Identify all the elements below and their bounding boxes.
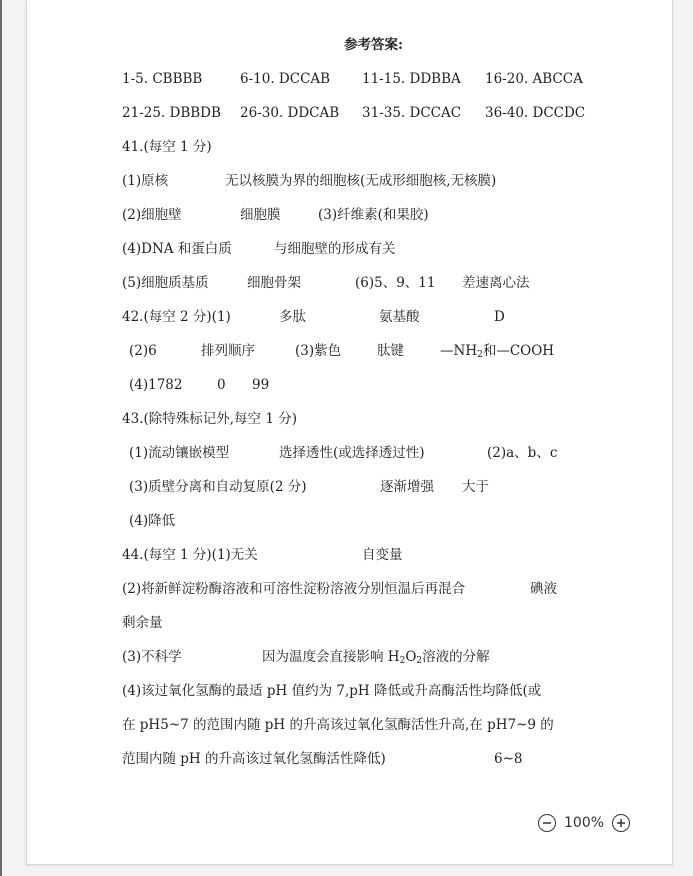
answer-text: 细胞骨架	[247, 275, 301, 291]
q43-line-1	[122, 444, 642, 462]
answer-group: 21-25. DBBDB	[122, 105, 221, 121]
answer-text: (1)流动镶嵌模型	[129, 445, 230, 461]
document-page	[26, 0, 673, 865]
answer-text: (4)DNA 和蛋白质	[122, 241, 232, 257]
answer-text: (2)细胞壁	[122, 207, 182, 223]
answer-text: 无以核膜为界的细胞核(无成形细胞核,无核膜)	[225, 173, 497, 189]
q42-line-2	[122, 342, 642, 360]
answer-text: 与细胞壁的形成有关	[274, 241, 396, 257]
answer-text: 碘液	[530, 581, 557, 597]
answer-text: 范围内随 pH 的升高该过氧化氢酶活性降低)	[122, 751, 386, 767]
answer-text: D	[494, 309, 505, 325]
subscript: 2	[477, 350, 483, 360]
q41-line-4	[122, 274, 642, 292]
answer-text: 肽键	[377, 343, 404, 359]
answer-text: 大于	[462, 479, 489, 495]
q41-line-2	[122, 206, 642, 224]
q41-line-1	[122, 172, 642, 190]
zoom-level: 100%	[564, 815, 605, 831]
q43-header: 43.(除特殊标记外,每空 1 分)	[122, 411, 297, 427]
subscript: 2	[399, 656, 406, 666]
answer-text: —NH	[440, 343, 478, 359]
answer-text: 99	[252, 377, 270, 393]
zoom-in-icon[interactable]	[612, 814, 630, 832]
answer-group: 6-10. DCCAB	[240, 71, 331, 87]
q44-header: 44.(每空 1 分)(1)无关	[122, 547, 258, 563]
answer-text: 差速离心法	[462, 275, 530, 291]
answer-text: (2)a、b、c	[487, 445, 558, 461]
answers-row-2	[122, 104, 642, 122]
answer-group: 26-30. DDCAB	[240, 105, 340, 121]
answer-text: 排列顺序	[201, 343, 255, 359]
h2o2-sentence	[262, 648, 490, 670]
answer-text: 氨基酸	[379, 309, 420, 325]
answer-text: (3)紫色	[295, 343, 342, 359]
q43-line-3: (4)降低	[129, 513, 176, 529]
answer-text: 和—COOH	[482, 343, 555, 359]
answer-text: (5)细胞质基质	[122, 275, 209, 291]
answer-text: 0	[217, 377, 226, 393]
q42-header-line	[122, 308, 642, 326]
answer-group: 1-5. CBBBB	[122, 71, 203, 87]
page-title: 参考答案:	[344, 37, 403, 53]
zoom-control	[538, 810, 630, 836]
q44-line-6: 在 pH5~7 的范围内随 pH 的升高该过氧化氢酶活性升高,在 pH7~9 的	[122, 717, 554, 733]
answer-text: 因为温度会直接影响 H	[262, 649, 400, 665]
answer-text: 逐渐增强	[380, 479, 434, 495]
answer-group: 11-15. DDBBA	[362, 71, 461, 87]
answer-group: 16-20. ABCCA	[485, 71, 583, 87]
answer-text: (3)不科学	[122, 649, 182, 665]
answer-text: (3)质壁分离和自动复原(2 分)	[129, 479, 307, 495]
answer-text: 自变量	[362, 547, 403, 563]
answers-row-1	[122, 70, 642, 88]
q44-line-7	[122, 750, 642, 768]
subscript: 2	[416, 656, 423, 666]
plus-icon	[616, 818, 626, 828]
window-left-edge	[0, 0, 2, 876]
q43-line-2	[122, 478, 642, 496]
answer-group: 31-35. DCCAC	[362, 105, 462, 121]
q41-line-3	[122, 240, 642, 258]
minus-icon	[542, 818, 552, 828]
amino-carboxyl-groups	[440, 342, 554, 364]
q44-line-5: (4)该过氧化氢酶的最适 pH 值约为 7,pH 降低或升高酶活性均降低(或	[122, 683, 542, 699]
q44-header-line	[122, 546, 642, 564]
q41-header: 41.(每空 1 分)	[122, 139, 212, 155]
answer-text: 6~8	[494, 751, 523, 767]
answer-text: 选择透性(或选择透过性)	[279, 445, 425, 461]
zoom-out-icon[interactable]	[538, 814, 556, 832]
answer-text: (2)6	[129, 343, 157, 359]
q44-line-4	[122, 648, 642, 666]
answer-text: 细胞膜	[240, 207, 281, 223]
answer-text: O	[405, 649, 417, 665]
answer-text: (3)纤维素(和果胶)	[318, 207, 429, 223]
answer-text: 溶液的分解	[422, 649, 490, 665]
answer-text: (2)将新鲜淀粉酶溶液和可溶性淀粉溶液分别恒温后再混合	[122, 581, 466, 597]
q44-line-3: 剩余量	[122, 615, 163, 631]
q42-header: 42.(每空 2 分)(1)	[122, 309, 231, 325]
answer-group: 36-40. DCCDC	[485, 105, 586, 121]
answer-text: (6)5、9、11	[355, 275, 436, 291]
q42-line-3	[122, 376, 642, 394]
answer-text: (1)原核	[122, 173, 169, 189]
q44-line-2	[122, 580, 642, 598]
answer-text: (4)1782	[129, 377, 183, 393]
answer-text: 多肽	[279, 309, 306, 325]
